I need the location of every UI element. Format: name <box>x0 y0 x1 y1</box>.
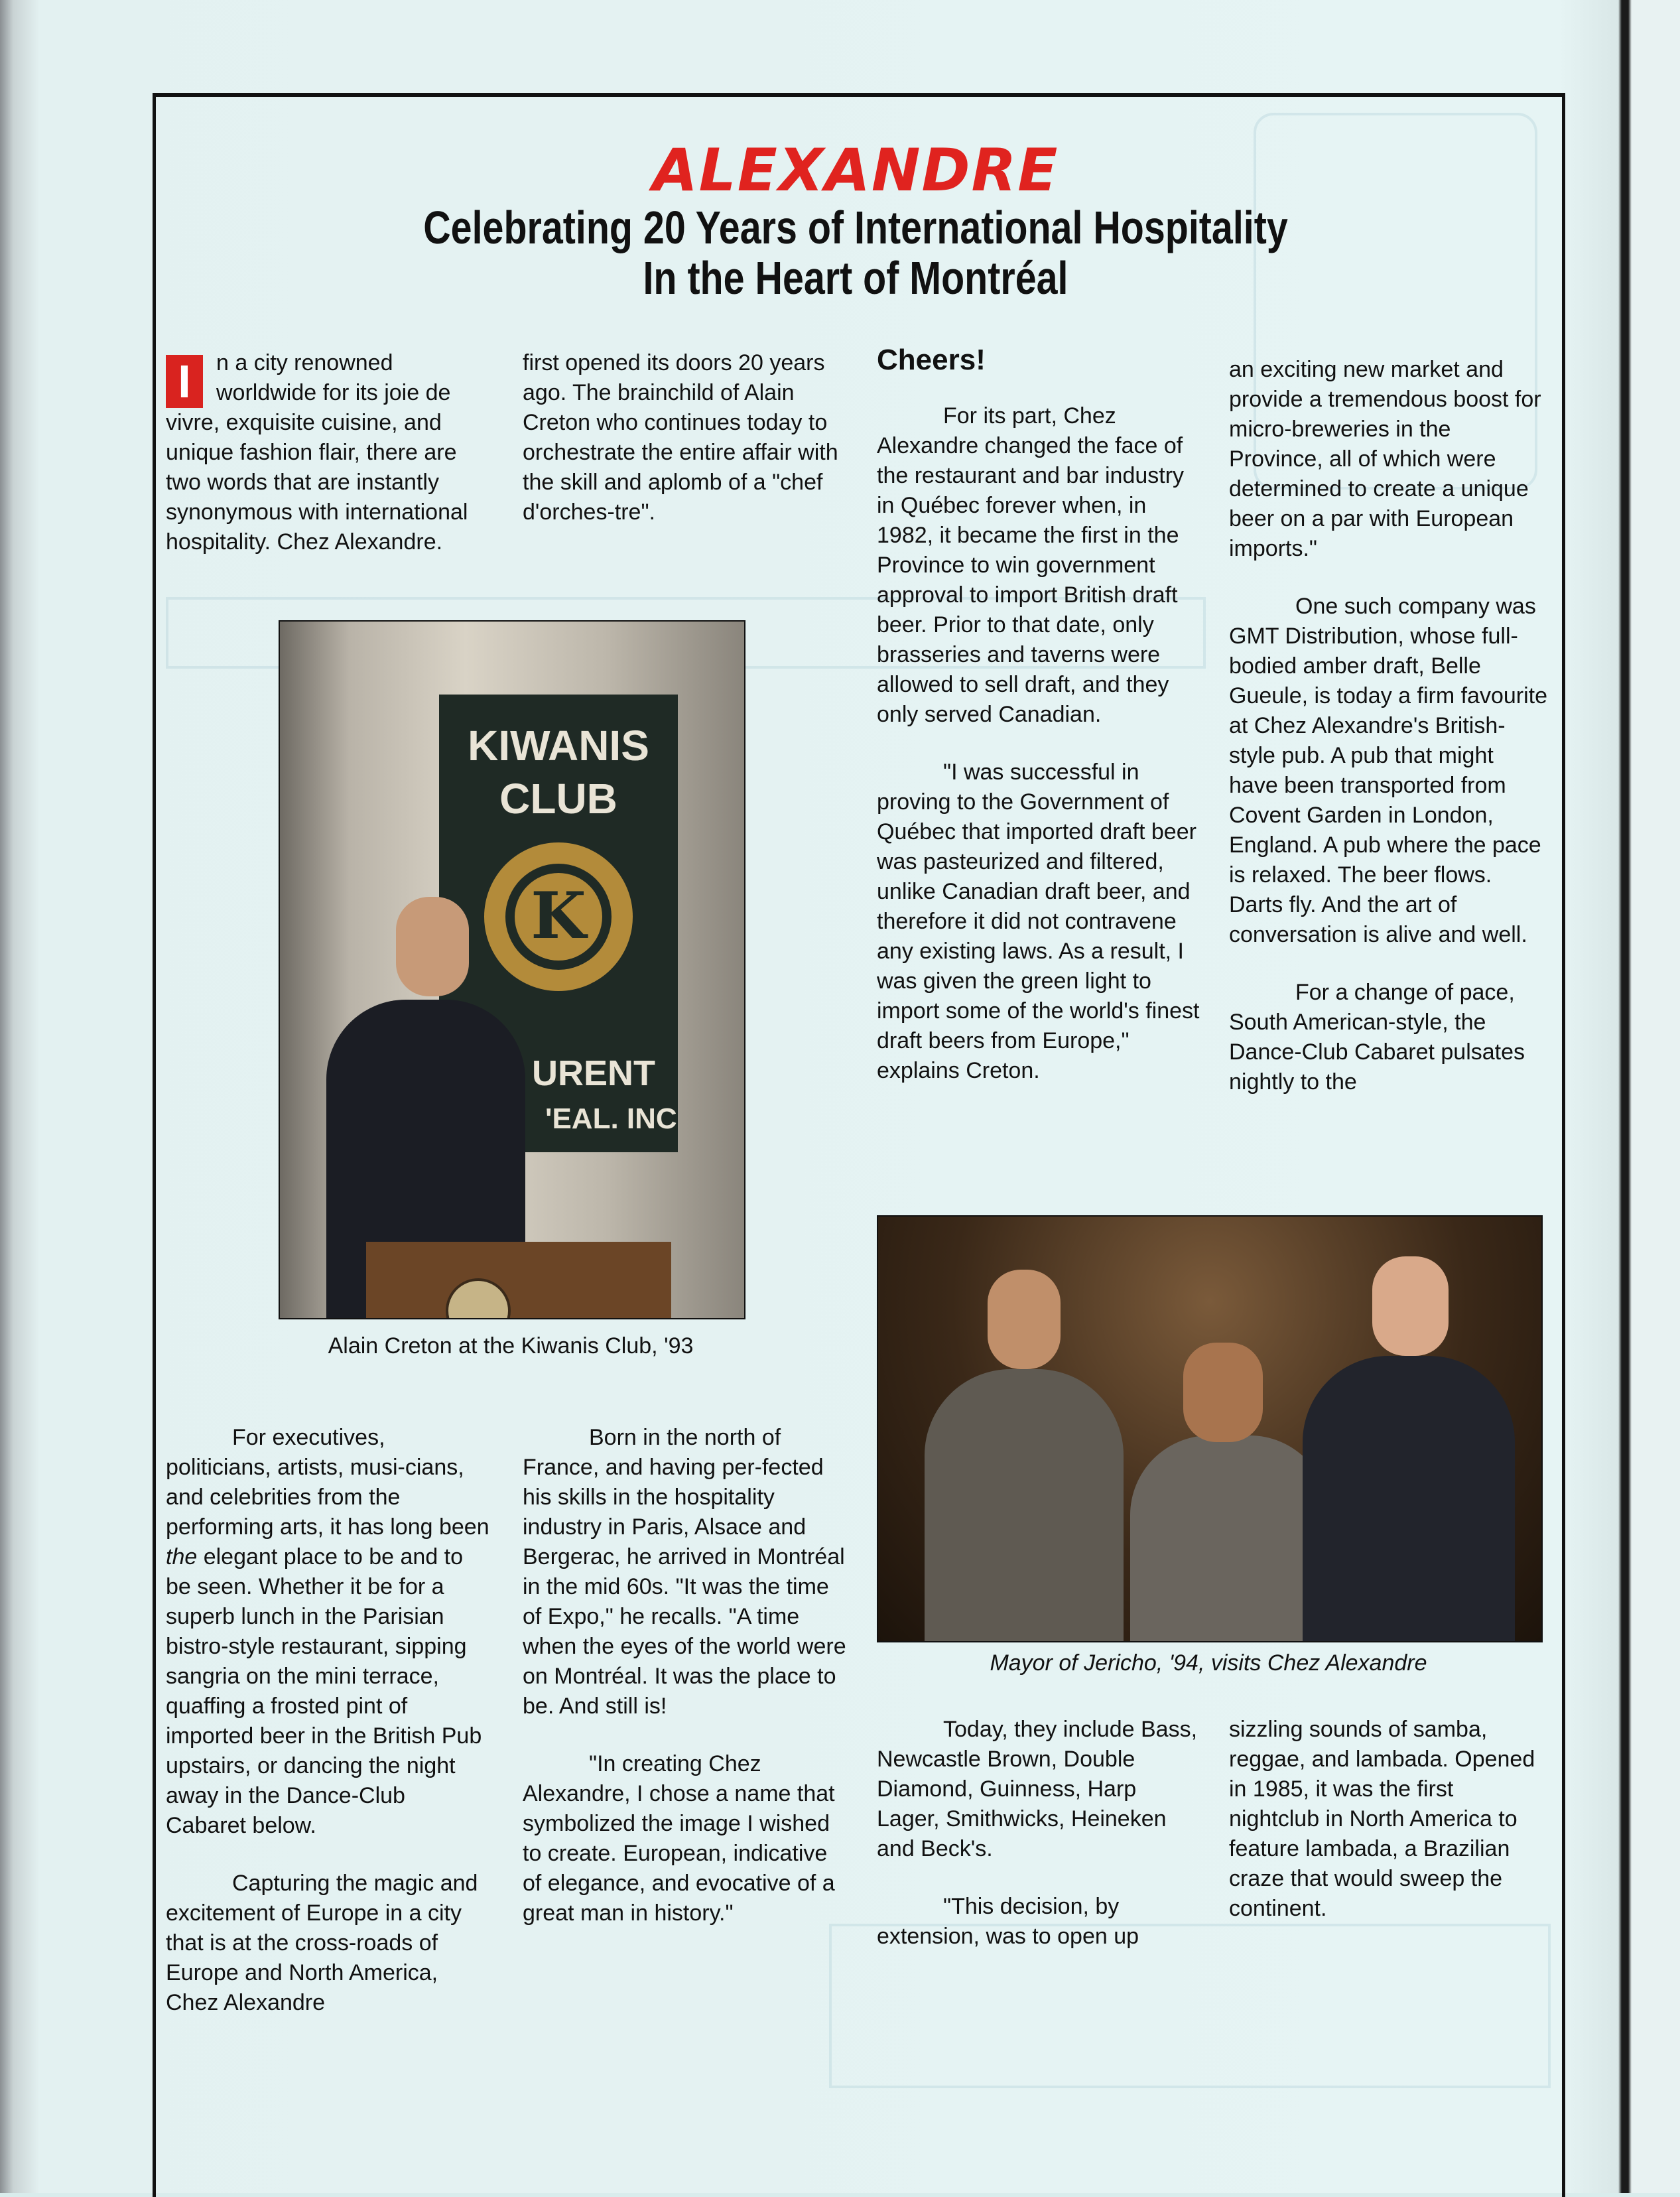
paragraph: first opened its doors 20 years ago. The brainchild of Alain Creton who continues today to orchestrate the entire affair with the skill and aplomb of a "chef d'orches-tre". <box>523 350 838 525</box>
banner-lower-1: URENT <box>532 1053 655 1093</box>
column-3-bottom <box>877 1715 1202 1979</box>
column-2-top <box>523 348 848 555</box>
banner-text-2: CLUB <box>499 775 617 823</box>
column-2-bottom <box>523 1423 848 1956</box>
kiwanis-emblem <box>479 837 638 996</box>
paragraph: Capturing the magic and excitement of Europe in a city that is at the cross-roads of Europe and North America, Chez Alexandre <box>166 1871 478 2015</box>
person-left <box>925 1369 1124 1642</box>
emblem-letter: K <box>531 878 586 953</box>
banner-lower-2: 'EAL. INC <box>545 1102 677 1135</box>
person-right-head <box>1372 1256 1449 1356</box>
banner-text-1: KIWANIS <box>468 722 649 769</box>
subheading: Cheers! <box>877 344 986 376</box>
brand-logo: ALEXANDRE <box>652 136 1059 204</box>
speaker-head <box>396 897 469 996</box>
headline-line-1: Celebrating 20 Years of International Hospitality <box>423 202 1288 253</box>
column-1-top <box>166 348 491 585</box>
paragraph: an exciting new market and provide a tremendous boost for micro-breweries in the Province, all of which were determined to create a unique beer on a par with European imports." <box>1229 357 1541 561</box>
person-left-head <box>988 1270 1061 1369</box>
photo-caption-1: Alain Creton at the Kiwanis Club, '93 <box>328 1333 694 1359</box>
kiwanis-photo <box>279 620 745 1319</box>
paragraph: One such company was GMT Distribution, whose full-bodied amber draft, Belle Gueule, is today a firm favourite at Chez Alexandre's British-style pub. A pub that might have been transported from Covent Garden in London, England. A pub where the pace is relaxed. The beer flows. Darts fly. And the art of conversation is alive and well. <box>1229 594 1548 947</box>
paragraph: Born in the north of France, and having per-fected his skills in the hospitality industry in Paris, Alsace and Bergerac, he arrived in Montréal in the mid 60s. "It was the time of Expo," he recalls. "A time when the eyes of the world were on Montréal. It was the place to be. And still is! <box>523 1425 846 1719</box>
person-center <box>1130 1435 1329 1642</box>
paragraph-part: For executives, politicians, artists, musi-cians, and celebrities from the performing arts, it has long been <box>166 1425 489 1540</box>
paragraph: "I was successful in proving to the Government of Québec that imported draft beer was pasteurized and filtered, unlike Canadian draft beer, and therefore it did not contravene any existing laws. As a result, I was given the green light to import some of the world's finest draft beers from Europe," explains Creton. <box>877 760 1200 1083</box>
column-4-top <box>1229 355 1547 1125</box>
paragraph: "This decision, by extension, was to open up <box>877 1894 1139 1949</box>
column-4-bottom <box>1229 1715 1547 1952</box>
podium <box>366 1242 671 1318</box>
paragraph-part: elegant place to be and to be seen. Whether it be for a superb lunch in the Parisian bistro-style restaurant, sipping sangria on the mini terrace, quaffing a frosted pint of imported beer in the British Pub upstairs, or dancing the night away in the Dance-Club Cabaret below. <box>166 1544 482 1838</box>
person-right <box>1303 1356 1515 1642</box>
paragraph: For its part, Chez Alexandre changed the face of the restaurant and bar industry in Québec forever when, in 1982, it became the first in the Province to win government approval to import British draft beer. Prior to that date, only brasseries and taverns were allowed to sell draft, and they only served Canadian. <box>877 403 1185 727</box>
drop-cap: I <box>166 355 203 408</box>
paragraph: For a change of pace, South American-style, the Dance-Club Cabaret pulsates nightly to the <box>1229 980 1525 1095</box>
column-1-bottom <box>166 1423 491 2046</box>
paragraph: sizzling sounds of samba, reggae, and lambada. Opened in 1985, it was the first nightclub in North America to feature lambada, a Brazilian craze that would sweep the continent. <box>1229 1717 1535 1921</box>
emphasis: the <box>166 1544 198 1569</box>
headline-line-2: In the Heart of Montréal <box>643 252 1068 304</box>
person-center-head <box>1183 1343 1263 1442</box>
paragraph: Today, they include Bass, Newcastle Brown, Double Diamond, Guinness, Harp Lager, Smithwicks, Heineken and Beck's. <box>877 1717 1198 1861</box>
intro-text: n a city renowned worldwide for its joie de vivre, exquisite cuisine, and unique fashion flair, there are two words that are instantly synonymous with international hospitality. Chez Alexandre. <box>166 350 468 555</box>
photo-caption-2: Mayor of Jericho, '94, visits Chez Alexandre <box>990 1650 1427 1676</box>
mayor-photo <box>877 1215 1543 1642</box>
column-3-top <box>877 345 1202 1114</box>
paragraph: "In creating Chez Alexandre, I chose a name that symbolized the image I wished to create. European, indicative of elegance, and evocative of a great man in history." <box>523 1751 835 1926</box>
